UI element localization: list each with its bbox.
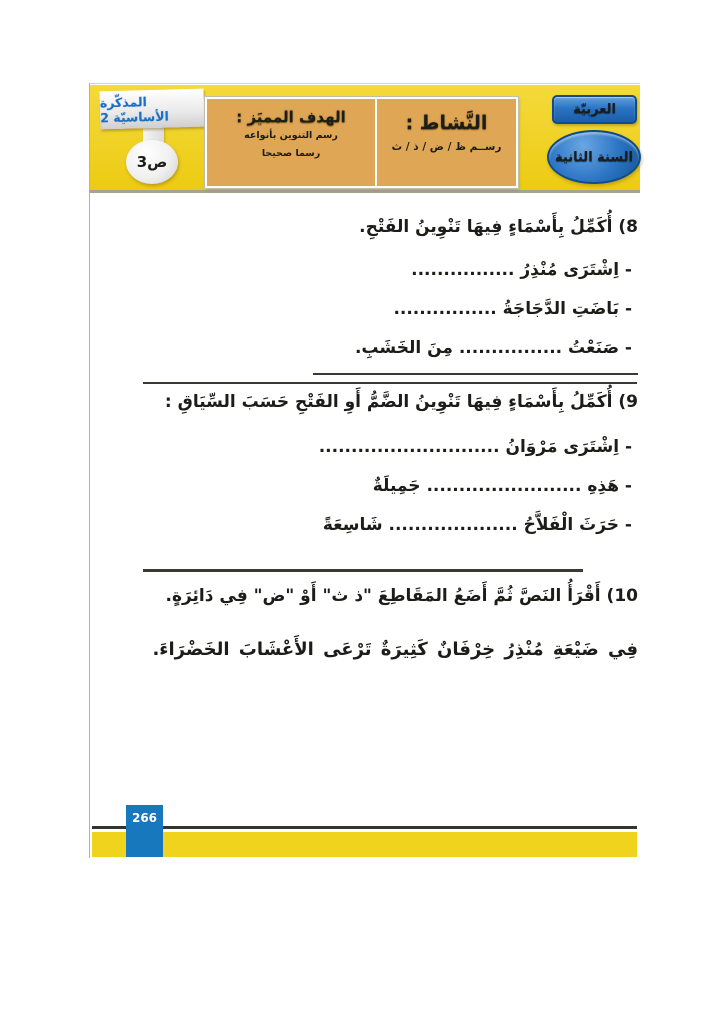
section-divider-1 [143,382,637,384]
footer-rule [92,826,637,829]
exercise-8-item-1: - اِشْتَرَى مُنْذِرُ ................ [411,260,632,280]
section-divider-2 [143,569,583,572]
exercise-9-item-3: - حَرَثَ الْفَلاَّحُ .................... شَاسِعَةً [322,515,632,535]
page-number: 266 [131,811,158,825]
activity-label: النَّشاط : [405,112,488,134]
subject-badge-label: العربيّة [573,102,616,117]
page-top-edge [89,83,640,84]
brand-page-ref: ص3 [136,153,168,171]
objective-cell [207,99,375,186]
brand-page-badge [126,140,178,184]
page-left-edge [89,83,90,858]
objective-detail-line1: رسم التنوين بأنواعه [244,130,338,141]
grade-badge-label: السنة الثانية [555,149,633,165]
exercise-9-item-2: - هَذِهِ ........................ جَمِيلَةٌ [372,476,632,496]
objective-detail-line2: رسما صحيحا [261,147,321,159]
exercise-10-passage: فِي ضَيْعَةِ مُنْذِرُ خِرْفَانٌ كَثِيرَةٌ تَرْعَى الأَعْشَابَ الخَضْرَاءَ. [152,639,638,660]
exercise-9-title: 9) أُكَمِّلُ بِأَسْمَاءٍ فِيهَا تَنْوِينُ الضَّمُّ أَوِ الفَتْحِ حَسَبَ السِّيَاقِ : [164,392,638,412]
exercise-9-item-1: - اِشْتَرَى مَرْوَانُ ............................ [318,437,632,457]
exercise-8-item-3: - صَنَعْتُ ................ مِنَ الخَشَبِ. [354,338,632,358]
brand-logo [100,89,205,130]
section-divider-1-upper [313,373,638,375]
activity-cell [377,99,516,186]
exercise-8-item-2: - بَاضَتِ الدَّجَاجَةُ ................ [393,299,632,319]
activity-detail: رســم ظ / ض / ذ / ث [391,141,502,153]
subject-badge [552,95,637,124]
footer-yellow-bar [92,832,637,857]
exercise-8-title: 8) أُكَمِّلُ بِأَسْمَاءٍ فِيهَا تَنْوِينُ الفَتْحِ. [359,217,638,237]
exercise-10-title: 10) أَقْرَأُ النَصَّ ثُمَّ أَضَعُ المَقَاطِعَ "ذ ث" أَوْ "ض" فِي دَائِرَةٍ. [165,586,638,606]
info-box-divider [375,99,377,186]
header-info-box [205,97,518,188]
page-number-badge [126,805,163,857]
brand-title: المذكّرة الأساسيّة 2 [99,94,169,126]
objective-label: الهدف المميَز : [236,108,346,126]
grade-badge [547,130,641,184]
